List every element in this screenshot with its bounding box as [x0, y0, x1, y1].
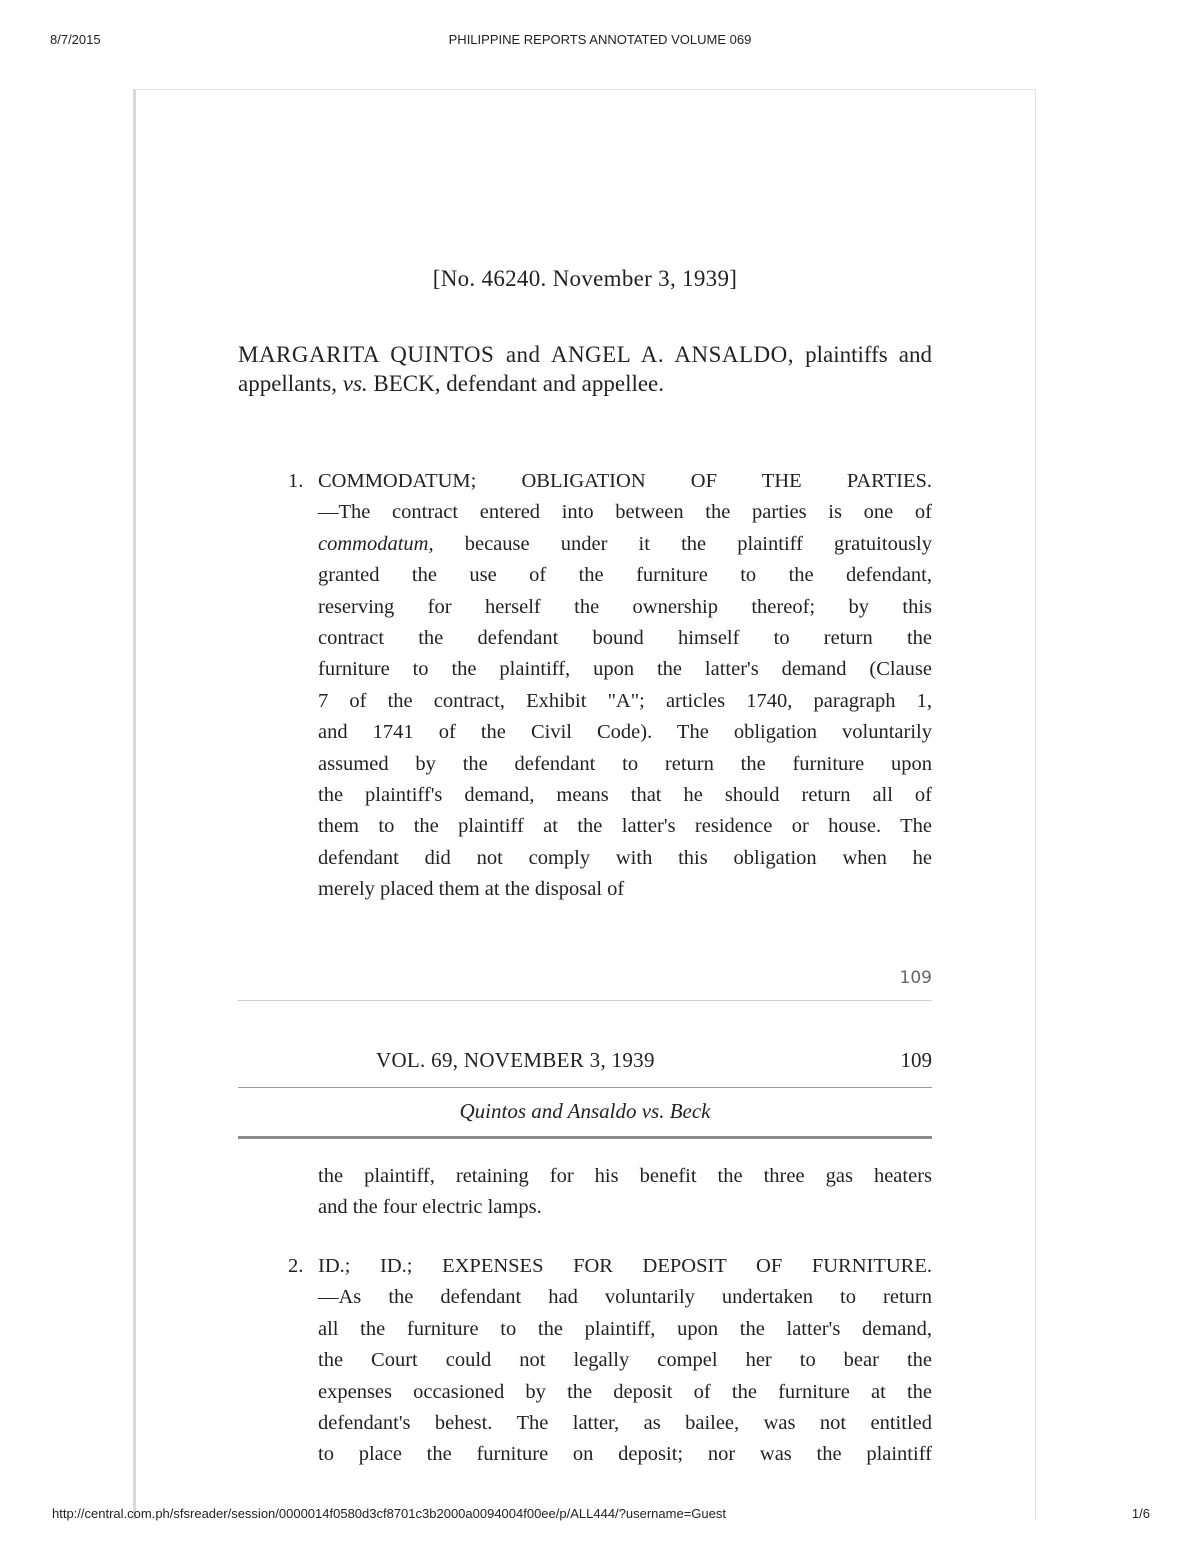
- print-title: PHILIPPINE REPORTS ANNOTATED VOLUME 069: [448, 32, 752, 47]
- syllabus-line: merely placed them at the disposal of: [318, 878, 625, 901]
- syllabus-line: all the furniture to the plaintiff, upon the latter's demand,: [318, 1317, 932, 1340]
- page-divider: [238, 1000, 932, 1001]
- parties-vs: vs.: [342, 371, 368, 396]
- syllabus-line: contract the defendant bound himself to return the: [318, 627, 932, 650]
- syllabus-line: COMMODATUM; OBLIGATION OF THE PARTIES.: [318, 470, 932, 492]
- print-date: 8/7/2015: [50, 32, 101, 47]
- syllabus-line: reserving for herself the ownership thereof; by this: [318, 595, 932, 618]
- syllabus-line: —The contract entered into between the parties is one of: [318, 501, 932, 524]
- syllabus-line: and the four electric lamps.: [318, 1196, 542, 1219]
- syllabus-line: assumed by the defendant to return the furniture upon: [318, 752, 932, 775]
- syllabus-number: 2.: [288, 1255, 304, 1277]
- italic-term: commodatum,: [318, 532, 434, 555]
- running-title: Quintos and Ansaldo vs. Beck: [459, 1099, 711, 1123]
- syllabus-line: the plaintiff, retaining for his benefit the three gas heaters: [318, 1165, 932, 1187]
- parties-line-2a: plaintiffs and appellants,: [238, 342, 932, 396]
- syllabus-text: [318, 1161, 932, 1224]
- print-header: [0, 32, 1200, 50]
- parties-line-1: MARGARITA QUINTOS and ANGEL A. ANSALDO,: [238, 342, 795, 367]
- running-title-rule: [238, 1136, 932, 1139]
- syllabus-line: expenses occasioned by the deposit of the furniture at the: [318, 1380, 932, 1403]
- syllabus-line: granted the use of the furniture to the defendant,: [318, 564, 932, 587]
- print-footer: [0, 1506, 1200, 1524]
- syllabus-line: defendant did not comply with this obligation when he: [318, 846, 932, 869]
- syllabus-line: the Court could not legally compel her to bear the: [318, 1349, 932, 1372]
- syllabus-text: [318, 1251, 932, 1471]
- print-page-count: 1/6: [1131, 1506, 1150, 1521]
- syllabus-line: them to the plaintiff at the latter's residence or house. The: [318, 815, 932, 838]
- syllabus-line: to place the furniture on deposit; nor was the plaintiff: [318, 1443, 932, 1466]
- syllabus-line: furniture to the plaintiff, upon the latter's demand (Clause: [318, 658, 932, 681]
- running-head-page: 109: [900, 1048, 932, 1072]
- syllabus-line: [318, 529, 932, 560]
- syllabus-continuation: [288, 1161, 932, 1224]
- syllabus-line: and 1741 of the Civil Code). The obligation voluntarily: [318, 721, 932, 744]
- case-parties: [238, 340, 932, 398]
- syllabus-line: the plaintiff's demand, means that he should return all of: [318, 784, 932, 807]
- page-number: 109: [899, 968, 932, 988]
- syllabus-text: [318, 466, 932, 906]
- syllabus-item-2: [288, 1251, 932, 1471]
- parties-line-2b: BECK, defendant and: [373, 371, 576, 396]
- running-head-volume: VOL. 69, NOVEMBER 3, 1939: [376, 1048, 655, 1072]
- print-url: http://central.com.ph/sfsreader/session/0000014f0580d3cf8701c3b2000a0094004f00ee/p/ALL444/?username=Guest: [52, 1506, 726, 1521]
- syllabus-number: 1.: [288, 470, 304, 492]
- syllabus-line: 7 of the contract, Exhibit "A"; articles 1740, paragraph 1,: [318, 689, 932, 712]
- syllabus-line: defendant's behest. The latter, as bailee, was not entitled: [318, 1412, 932, 1435]
- syllabus-item-1: [288, 466, 932, 906]
- syllabus-line-rest: because under it the plaintiff gratuitously: [464, 532, 932, 555]
- running-head-rule: [238, 1087, 932, 1088]
- parties-line-3: appellee.: [581, 371, 665, 396]
- case-number: [No. 46240. November 3, 1939]: [432, 266, 738, 291]
- syllabus-line: ID.; ID.; EXPENSES FOR DEPOSIT OF FURNITURE.: [318, 1255, 932, 1277]
- syllabus-line: —As the defendant had voluntarily undertaken to return: [318, 1286, 932, 1309]
